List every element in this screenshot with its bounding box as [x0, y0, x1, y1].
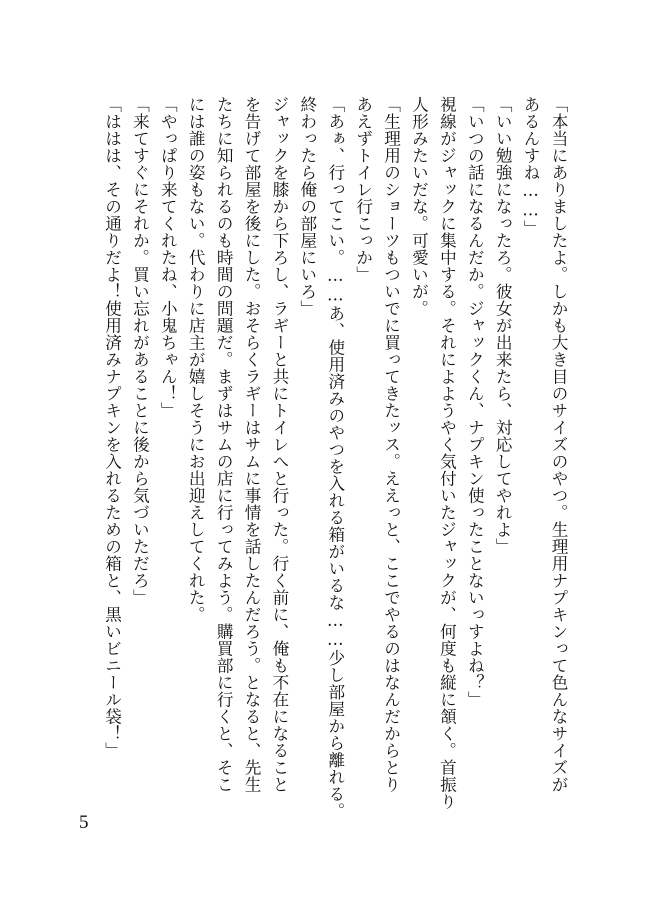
- text-line-17: 「ははは、その通りだよ！使用済みナプキンを入れるための箱と、黒いビニール袋！」: [102, 96, 122, 759]
- text-line-16: 「来てすぐにそれか。買い忘れがあることに後から気づいただろ」: [130, 96, 150, 606]
- text-line-15: 「やっぱり来てくれたね、小鬼ちゃん！」: [158, 96, 178, 419]
- text-line-9: 「あぁ、行ってこい。……あ、使用済みのやつを入れる箱がいるな……少し部屋から離れる。: [325, 96, 345, 820]
- text-line-11: ジャックを膝から下ろし、ラギーと共にトイレへと行った。行く前に、俺も不在になること: [269, 96, 289, 793]
- page-number: 5: [79, 812, 89, 833]
- text-line-13: たちに知られるのも時間の問題だ。まずはサムの店に行ってみよう。購買部に行くと、そこ: [214, 96, 234, 793]
- text-line-5: 視線がジャックに集中する。それによようやく気付いたジャックが、何度も縦に頷く。首振り: [437, 96, 457, 810]
- text-line-3: 「いい勉強になったろ。彼女が出来たら、対応してやれよ」: [493, 96, 513, 555]
- text-line-8: あえずトイレ行こっか」: [353, 96, 373, 283]
- text-line-1: 「本当にありましたよ。しかも大き目のサイズのやつ。生理用ナプキンって色んなサイズが: [549, 96, 568, 793]
- text-line-6: 人形みたいだな。可愛いが。: [409, 96, 429, 317]
- text-line-2: あるんすね……」: [521, 96, 541, 237]
- vertical-text-body: [72, 96, 572, 820]
- text-line-10: 終わったら俺の部屋にいろ」: [297, 96, 317, 317]
- text-line-14: には誰の姿もない。代わりに店主が嬉しそうにお出迎えしてくれた。: [186, 96, 206, 623]
- text-line-12: を告げて部屋を後にした。おそらくラギーはサムに事情を話したんだろう。となると、先生: [242, 96, 262, 793]
- text-line-4: 「いつの話になるんだか。ジャックくん、ナプキン使ったことないっすよね？」: [465, 96, 485, 708]
- text-line-7: 「生理用のショーツもついでに買ってきたッス。ええっと、ここでやるのはなんだからとり: [381, 96, 401, 793]
